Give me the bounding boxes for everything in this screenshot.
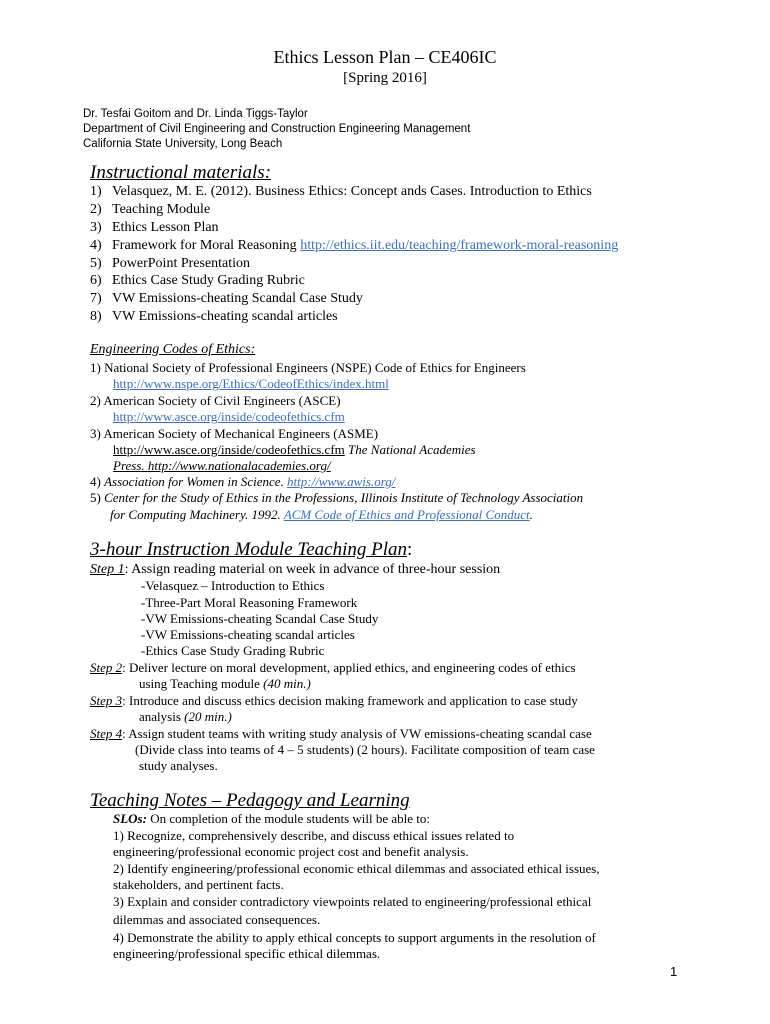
list-item-text: Velasquez, M. E. (2012). Business Ethics: Concept ands Cases. Introduction to Ethics [112,184,592,199]
list-item [90,309,338,325]
csep-number: 5) [90,490,105,505]
acm-line [110,507,533,523]
step-2 [90,660,576,676]
list-item: -Velasquez – Introduction to Ethics [141,578,325,593]
slo-line: 4) Demonstrate the ability to apply ethical concepts to support arguments in the resolution of [113,930,596,945]
step-4-text: : Assign student teams with writing study analysis of VW emissions-cheating scandal case [122,726,592,741]
step-4-line-3: study analyses. [139,758,218,773]
step-1-text: : Assign reading material on week in advance of three-hour session [124,562,501,577]
list-item [90,184,592,200]
list-item: -VW Emissions-cheating Scandal Case Study [141,611,379,626]
list-item-text: Teaching Module [112,202,211,217]
awis-text: Association for Women in Science. [104,474,288,489]
acm-suffix: . [529,507,533,522]
press-text: Press. [113,458,148,473]
acm-link[interactable]: ACM Code of Ethics and Professional Conduct [283,507,530,522]
step-3-label: Step 3 [90,693,123,708]
csep-text: Center for the Study of Ethics in the Professions, Illinois Institute of Technology Association [104,490,584,505]
slo-intro [113,811,430,827]
moral-reasoning-link[interactable]: http://ethics.iit.edu/teaching/framework-moral-reasoning [300,238,619,253]
slo-line: 2) Identify engineering/professional economic ethical dilemmas and associated ethical issues, [113,861,600,876]
academies-text: The National Academies [344,442,476,457]
list-item-number: 4) [90,238,102,253]
notes-heading: Teaching Notes – Pedagogy and Learning [90,790,410,811]
press-line [113,458,331,474]
slo-line: dilemmas and associated consequences. [113,912,321,927]
list-item-text: PowerPoint Presentation [112,256,251,271]
plan-heading-colon: : [407,539,413,560]
acm-prefix: for Computing Machinery. 1992. [110,507,284,522]
codes-heading: Engineering Codes of Ethics: [90,342,256,357]
department: Department of Civil Engineering and Construction Engineering Management [83,123,471,135]
asme-entry: 3) American Society of Mechanical Engineers (ASME) [90,426,379,441]
list-item [90,273,305,289]
slo-line: engineering/professional specific ethical dilemmas. [113,946,381,961]
awis-number: 4) [90,474,105,489]
asme-link[interactable]: http://www.asce.org/inside/codeofethics.cfm [113,442,345,457]
list-item-text: Ethics Lesson Plan [112,220,219,235]
slo-text: On completion of the module students will be able to: [146,811,431,826]
list-item-number: 1) [90,184,102,199]
list-item [90,238,618,254]
awis-link[interactable]: http://www.awis.org/ [287,474,396,489]
list-item: -Three-Part Moral Reasoning Framework [141,595,358,610]
step-2-time: (40 min.) [263,676,311,691]
step-3-line-2-text: analysis [139,709,185,724]
list-item-text: Ethics Case Study Grading Rubric [112,273,305,288]
authors: Dr. Tesfai Goitom and Dr. Linda Tiggs-Taylor [83,108,308,120]
list-item-text: Framework for Moral Reasoning [112,238,301,253]
list-item-number: 8) [90,309,102,324]
list-item-number: 7) [90,291,102,306]
step-1-label: Step 1 [90,562,125,577]
step-4 [90,726,592,742]
page-title: Ethics Lesson Plan – CE406IC [273,47,497,67]
slo-line: 1) Recognize, comprehensively describe, and discuss ethical issues related to [113,828,515,843]
step-3-time: (20 min.) [184,709,232,724]
asce-link[interactable]: http://www.asce.org/inside/codeofethics.cfm [113,409,345,424]
list-item: -VW Emissions-cheating scandal articles [141,627,355,642]
list-item-number: 6) [90,273,102,288]
asme-line [113,442,476,458]
page-number: 1 [670,964,678,979]
list-item [90,202,210,218]
plan-heading-line [90,539,412,561]
list-item-number: 2) [90,202,102,217]
list-item-number: 5) [90,256,102,271]
list-item-text: VW Emissions-cheating scandal articles [112,309,338,324]
step-4-line-2: (Divide class into teams of 4 – 5 students) (2 hours). Facilitate composition of team case [135,742,595,757]
list-item [90,291,363,307]
nspe-entry: 1) National Society of Professional Engineers (NSPE) Code of Ethics for Engineers [90,360,526,375]
slo-line: engineering/professional economic project cost and benefit analysis. [113,844,469,859]
csep-entry [90,490,583,506]
page-subtitle: [Spring 2016] [343,70,427,86]
materials-heading: Instructional materials: [90,162,272,183]
slo-line: 3) Explain and consider contradictory viewpoints related to engineering/professional ethical [113,894,592,909]
list-item: -Ethics Case Study Grading Rubric [141,643,325,658]
step-2-line-2 [139,676,311,692]
step-2-line-2-text: using Teaching module [139,676,264,691]
list-item [90,256,250,272]
step-3-text: : Introduce and discuss ethics decision making framework and application to case study [122,693,578,708]
slo-label: SLOs: [113,811,147,826]
list-item-number: 3) [90,220,102,235]
asce-entry: 2) American Society of Civil Engineers (ASCE) [90,393,341,408]
slo-line: stakeholders, and pertinent facts. [113,877,284,892]
step-2-label: Step 2 [90,660,123,675]
university: California State University, Long Beach [83,138,283,150]
list-item-text: VW Emissions-cheating Scandal Case Study [112,291,363,306]
step-2-text: : Deliver lecture on moral development, applied ethics, and engineering codes of ethics [122,660,576,675]
list-item [90,220,219,236]
step-4-label: Step 4 [90,726,123,741]
academies-link[interactable]: http://www.nationalacademies.org/ [147,458,331,473]
step-3 [90,693,578,709]
nspe-link[interactable]: http://www.nspe.org/Ethics/CodeofEthics/index.html [113,376,389,391]
plan-heading: 3-hour Instruction Module Teaching Plan [90,539,407,560]
step-3-line-2 [139,709,232,725]
step-1 [90,562,500,578]
awis-entry [90,474,395,490]
